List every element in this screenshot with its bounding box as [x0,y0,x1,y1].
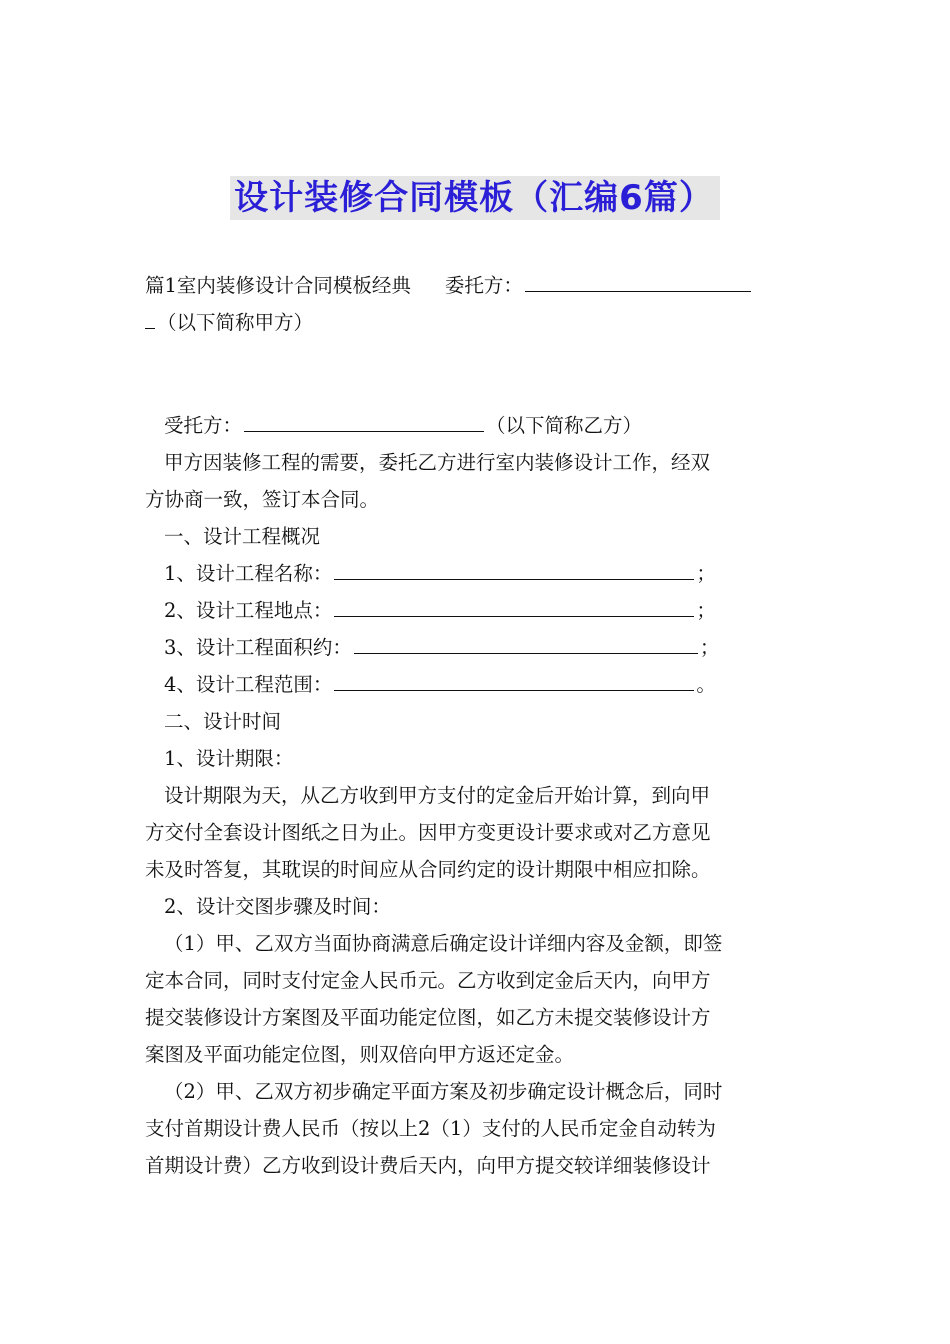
form-item-label: 3、设计工程面积约： [164,636,352,659]
paragraph-line: 首期设计费）乙方收到设计费后天内，向甲方提交较详细装修设计 [145,1154,711,1177]
contractor-line [145,407,807,444]
form-item-blank [334,666,694,691]
paragraph-line: （1）甲、乙双方当面协商满意后确定设计详细内容及金额，即签 [164,932,723,955]
spacer [145,341,807,407]
form-item [145,555,807,592]
paragraph-line: 方交付全套设计图纸之日为止。因甲方变更设计要求或对乙方意见 [145,821,711,844]
form-item-label: 1、设计工程名称： [164,562,333,585]
intro-line [145,267,807,304]
intro-heading: 篇1室内装修设计合同模板经典 [145,274,411,297]
form-item-end: ； [696,562,716,585]
section-heading: 一、设计工程概况 [164,525,321,548]
client-blank [525,267,751,292]
paragraph-line: 案图及平面功能定位图，则双倍向甲方返还定金。 [145,1043,575,1066]
document-title: 设计装修合同模板（汇编6篇） [230,176,720,220]
form-item-blank [334,555,694,580]
contractor-label: 受托方： [164,414,243,437]
paragraph-line: 设计期限为天，从乙方收到甲方支付的定金后开始计算，到向甲 [164,784,711,807]
contractor-suffix: （以下简称乙方） [486,414,643,437]
form-item [145,666,807,703]
paragraph-line: 未及时答复，其耽误的时间应从合同约定的设计期限中相应扣除。 [145,858,711,881]
form-item-end: ； [696,599,716,622]
section-heading: 二、设计时间 [164,710,282,733]
document-body [145,267,807,1184]
form-item-blank [334,592,694,617]
form-item [145,629,807,666]
paragraph-line: 定本合同，同时支付定金人民币元。乙方收到定金后天内，向甲方 [145,969,711,992]
client-suffix: （以下简称甲方） [157,311,314,334]
paragraph-line: 方协商一致，签订本合同。 [145,488,380,511]
client-blank-cont [145,304,155,329]
paragraph-line: 支付首期设计费人民币（按以上2（1）支付的人民币定金自动转为 [145,1117,716,1140]
form-item [145,592,807,629]
client-label: 委托方： [444,274,523,297]
paragraph-line: （2）甲、乙双方初步确定平面方案及初步确定设计概念后，同时 [164,1080,723,1103]
paragraph-line: 提交装修设计方案图及平面功能定位图，如乙方未提交装修设计方 [145,1006,711,1029]
form-item-blank [354,629,698,654]
form-item-end: ； [699,636,720,659]
paragraph-line: 甲方因装修工程的需要，委托乙方进行室内装修设计工作，经双 [164,451,711,474]
form-item-label: 4、设计工程范围： [164,673,333,696]
form-item-label: 2、设计工程地点： [164,599,333,622]
intro-line-2 [145,304,807,341]
contractor-blank [244,407,484,432]
subsection-heading: 2、设计交图步骤及时间： [164,895,391,918]
subsection-heading: 1、设计期限： [164,747,294,770]
title-wrap [0,176,950,220]
form-item-end: 。 [696,673,716,696]
